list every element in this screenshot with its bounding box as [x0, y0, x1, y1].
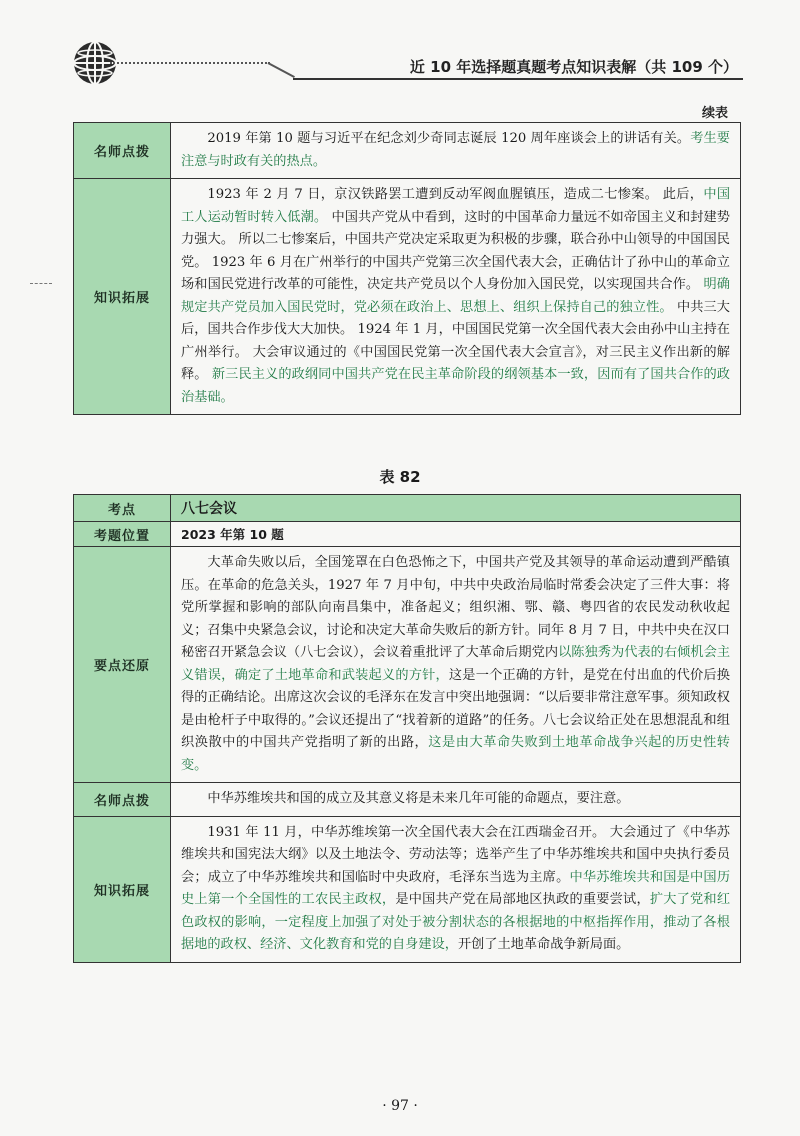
- knowledge-table: [73, 494, 741, 963]
- position-value: 2023 年第 10 题: [171, 522, 741, 547]
- running-header-title: 近 10 年选择题真题考点知识表解（共 109 个）: [409, 58, 738, 76]
- highlight-segment: 中华苏维埃共和国是中国历史上第一个全国性的工农民主政权，: [181, 869, 731, 907]
- text-segment: 开创了土地革命战争新局面。: [457, 937, 630, 952]
- paragraph: [181, 552, 730, 777]
- table-row: [74, 522, 741, 547]
- table-row: [74, 783, 741, 817]
- row-label: 名师点拨: [74, 783, 171, 817]
- position-label: 考题位置: [74, 522, 171, 547]
- margin-mark: [30, 283, 52, 287]
- page-number: · 97 ·: [382, 1098, 418, 1114]
- row-label: 要点还原: [74, 547, 171, 783]
- continued-table-body: [74, 123, 741, 415]
- continued-label: 续表: [701, 106, 728, 121]
- header-rule: [293, 78, 743, 80]
- table-row: [74, 495, 741, 522]
- row-content: [171, 816, 741, 962]
- text-segment: 这是一个正确的方针，是党在付出血的代价后换得的正确结论。出席这次会议的毛泽东在发言中突出地强调：“以后要非常注意军事。须知政权是由枪杆子中取得的。”会议还提出了“找着新的道路”的任务。八七会议给正处在思想混乱和组织涣散中的中国共产党指明了新的出路，: [181, 667, 730, 750]
- text-segment: 大革命失败以后，全国笼罩在白色恐怖之下，中国共产党及其领导的革命运动遭到严酷镇压。在革命的危急关头，1927 年 7 月中旬，中共中央政治局临时常委会决定了三件大事：将党所掌握和影响的部队向南昌集中，准备起义；组织湘、鄂、赣、粤四省的农民发动秋收起义；召集中央紧急会议，讨论和决定大革命失败后的新方针。同年 8 月 7 日，中共中央在汉口秘密召开紧急会议（八七会议），会议着重批评了大革命后期党内: [181, 555, 730, 660]
- text-segment: 2019 年第 10 题与习近平在纪念刘少奇同志诞辰 120 周年座谈会上的讲话有关。: [207, 131, 691, 146]
- highlight-segment: 明确规定共产党员加入国民党时，党必须在政治上、思想上、组织上保持自己的独立性。: [181, 277, 730, 315]
- table-row: [74, 816, 741, 962]
- table-row: [74, 547, 741, 783]
- table-row: [74, 179, 741, 415]
- topic-label: 考点: [74, 495, 171, 522]
- continued-table: [73, 122, 741, 415]
- paragraph: [181, 788, 730, 811]
- row-label: 名师点拨: [74, 123, 171, 179]
- paragraph: [181, 128, 730, 173]
- paragraph: [181, 184, 730, 409]
- highlight-segment: 中国工人运动暂时转入低潮。: [181, 187, 731, 225]
- page-header: [0, 0, 800, 100]
- header-diagonal-rule: [268, 62, 295, 78]
- text-segment: 中华苏维埃共和国的成立及其意义将是未来几年可能的命题点，要注意。: [207, 791, 630, 806]
- highlight-segment: 这是由大革命失败到土地革命战争兴起的历史性转变。: [181, 735, 730, 773]
- paragraph: [181, 822, 730, 957]
- table-row: [74, 123, 741, 179]
- row-label: 知识拓展: [74, 816, 171, 962]
- text-segment: 1931 年 11 月，中华苏维埃第一次全国代表大会在江西瑞金召开。 大会通过了《中华苏维埃共和国宪法大纲》以及土地法令、劳动法等；选举产生了中华苏维埃共和国中央执行委员会；成立了中华苏维埃共和国临时中央政府，毛泽东当选为主席。: [181, 824, 730, 885]
- text-segment: 中国共产党从中看到，这时的中国革命力量远不如帝国主义和封建势力强大。 所以二七惨案后，中国共产党决定采取更为积极的步骤，联合孙中山领导的中国国民党。 1923 年 6 月在广州举行的中国共产党第三次全国代表大会，正确估计了孙中山的革命立场和国民党进行改革的可能性，决定共产党员以个人身份加入国民党，以实现国共合作。: [181, 209, 730, 292]
- text-segment: 1923 年 2 月 7 日，京汉铁路罢工遭到反动军阀血腥镇压，造成二七惨案。 此后，: [207, 187, 704, 202]
- table-title: 表 82: [379, 468, 421, 486]
- row-content: [171, 179, 741, 415]
- text-segment: 是中国共产党在局部地区执政的重要尝试，: [395, 892, 650, 907]
- highlight-segment: 以陈独秀为代表的右倾机会主义错误，确定了土地革命和武装起义的方针，: [181, 645, 731, 683]
- row-content: [171, 547, 741, 783]
- highlight-segment: 扩大了党和红色政权的影响，一定程度上加强了对处于被分割状态的各根据地的中枢指挥作用，推动了各根据地的政权、经济、文化教育和党的自身建设，: [181, 892, 731, 952]
- text-segment: 中共三大后，国共合作步伐大大加快。 1924 年 1 月，中国国民党第一次全国代表大会由孙中山主持在广州举行。 大会审议通过的《中国国民党第一次全国代表大会宣言》，对三民主义作出新的解释。: [181, 299, 730, 382]
- highlight-segment: 新三民主义的政纲同中国共产党在民主革命阶段的纲领基本一致，因而有了国共合作的政治基础。: [181, 367, 730, 405]
- row-content: [171, 123, 741, 179]
- row-label: 知识拓展: [74, 179, 171, 415]
- topic-value: 八七会议: [171, 495, 741, 522]
- row-content: [171, 783, 741, 817]
- header-dotted-rule: [110, 62, 270, 64]
- highlight-segment: 考生要注意与时政有关的热点。: [181, 131, 730, 169]
- knowledge-table-body: [74, 495, 741, 963]
